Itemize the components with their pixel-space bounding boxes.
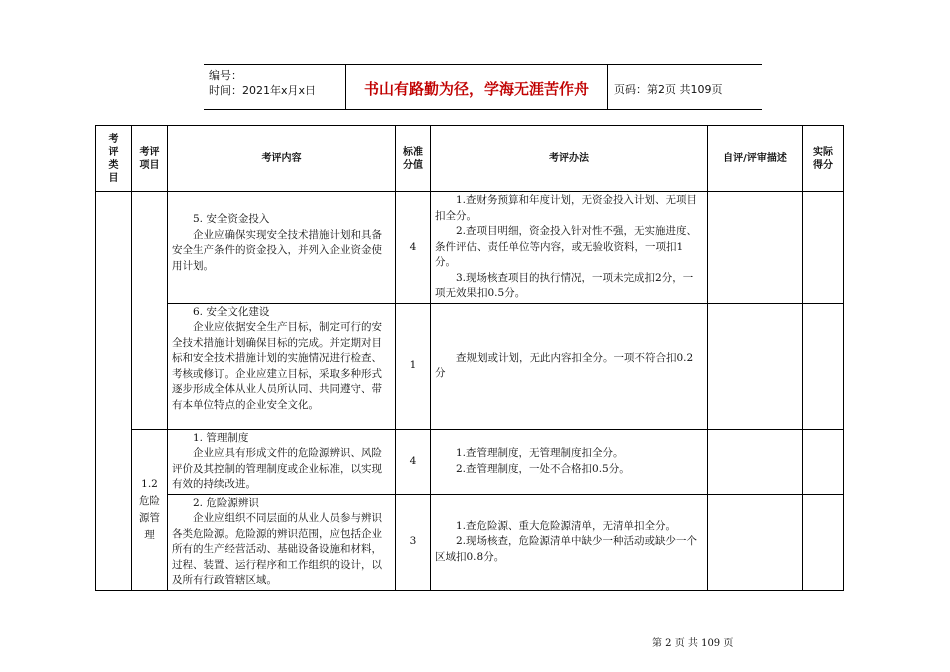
content-cell: 6. 安全文化建设 企业应依据安全生产目标，制定可行的安全技术措施计划确保目标的完成。并定期对目标和安全技术措施计划的实施情况进行检查、考核或修订。企业应建立目标，采取多种形式逐步形成全体从业人员所认同、共同遵守、带有本单位特点的企业安全文化。: [168, 303, 396, 429]
project-cell: [132, 192, 168, 430]
serial-label: 编号：: [209, 69, 242, 82]
table-row: [96, 192, 844, 304]
header-project: 考评项目: [132, 126, 168, 192]
header-actual: 实际得分: [803, 126, 844, 192]
header-meta: [209, 68, 316, 98]
score-cell: 4: [396, 192, 431, 304]
actual-score-cell[interactable]: [803, 192, 844, 304]
score-cell: 3: [396, 494, 431, 590]
table-row: [96, 429, 844, 494]
page-footer: 第 2 页 共 109 页: [652, 638, 734, 649]
header-motto: 书山有路勤为径，学海无涯苦作舟: [363, 80, 589, 98]
header-page-number: 页码：第2页 共109页: [614, 83, 723, 96]
table-row: [96, 494, 844, 590]
header-divider: [607, 65, 608, 109]
content-cell: 2. 危险源辨识 企业应组织不同层面的从业人员参与辨识各类危险源。危险源的辨识范围，应包括企业所有的生产经营活动、基础设备设施和材料，过程、装置、运行程序和工作组织的设计，以及所有行政管辖区域。: [168, 494, 396, 590]
method-cell: 查规划或计划，无此内容扣全分。一项不符合扣0.2分: [431, 303, 708, 429]
method-cell: 1.查财务预算和年度计划，无资金投入计划、无项目扣全分。 2.查项目明细，资金投入针对性不强，无实施进度、条件评估、责任单位等内容，或无验收资料，一项扣1分。 3.现场核查项目的执行情况，一项未完成扣2分，一项无效果扣0.5分。: [431, 192, 708, 304]
method-cell: 1.查管理制度，无管理制度扣全分。 2.查管理制度，一处不合格扣0.5分。: [431, 429, 708, 494]
self-eval-cell[interactable]: [708, 429, 803, 494]
self-eval-cell[interactable]: [708, 192, 803, 304]
actual-score-cell[interactable]: [803, 303, 844, 429]
method-cell: 1.查危险源、重大危险源清单，无清单扣全分。 2.现场核查，危险源清单中缺少一种活动或缺少一个区域扣0.8分。: [431, 494, 708, 590]
header-category: 考评类目: [96, 126, 132, 192]
header-content: 考评内容: [168, 126, 396, 192]
content-cell: 1. 管理制度 企业应具有形成文件的危险源辨识、风险评价及其控制的管理制度或企业标准，以实现有效的持续改进。: [168, 429, 396, 494]
time-label: 时间：2021年x月x日: [209, 84, 317, 97]
page-header: [204, 64, 762, 110]
actual-score-cell[interactable]: [803, 494, 844, 590]
header-method: 考评办法: [431, 126, 708, 192]
table-header-row: [96, 126, 844, 192]
header-self-eval: 自评/评审描述: [708, 126, 803, 192]
evaluation-table: [95, 125, 844, 591]
table-row: [96, 303, 844, 429]
project-cell: 1.2危险源管理: [132, 429, 168, 590]
score-cell: 1: [396, 303, 431, 429]
category-cell: [96, 192, 132, 591]
content-cell: 5. 安全资金投入 企业应确保实现安全技术措施计划和具备安全生产条件的资金投入，并列入企业资金使用计划。: [168, 192, 396, 304]
score-cell: 4: [396, 429, 431, 494]
self-eval-cell[interactable]: [708, 494, 803, 590]
self-eval-cell[interactable]: [708, 303, 803, 429]
header-score: 标准分值: [396, 126, 431, 192]
actual-score-cell[interactable]: [803, 429, 844, 494]
